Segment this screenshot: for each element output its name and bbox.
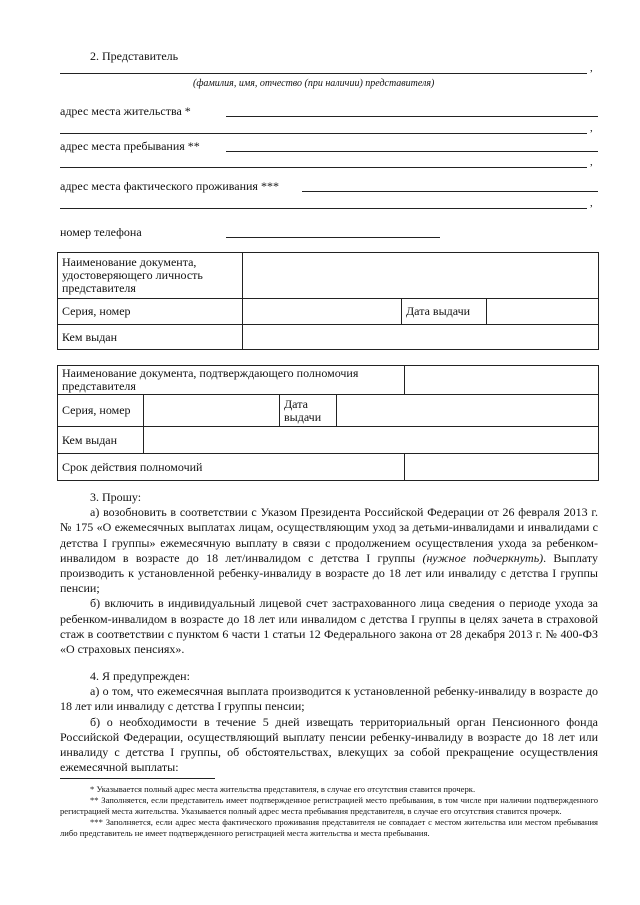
stay-field[interactable] — [226, 151, 598, 152]
authority-issued-by-label: Кем выдан — [58, 427, 144, 454]
authority-issue-date-field[interactable] — [337, 395, 599, 427]
authority-series-label: Серия, номер — [58, 395, 144, 427]
actual-address-field-2[interactable] — [60, 208, 587, 209]
authority-document-table — [57, 365, 599, 481]
identity-issued-by-field[interactable] — [243, 325, 599, 350]
actual-address-label: адрес места фактического проживания *** — [60, 179, 279, 193]
footnote-separator — [60, 778, 215, 779]
authority-doc-name-label: Наименование документа, подтверждающего полномочия представителя — [58, 366, 405, 395]
footnote-3: *** Заполняется, если адрес места фактического проживания представителя не совпадает с местом жительства или местом пребывания либо представитель не имеет подтвержденного регистрацией места жительства и места пребывания. — [60, 817, 598, 838]
identity-series-field[interactable] — [243, 299, 402, 325]
identity-doc-name-label: Наименование документа, удостоверяющего личность представителя — [58, 253, 243, 299]
comma: , — [590, 197, 593, 209]
identity-issue-date-label: Дата выдачи — [402, 299, 487, 325]
section-4-item-b: б) о необходимости в течение 5 дней извещать территориальный орган Пенсионного фонда Российской Федерации, осуществляющий выплату пенсии ребенку-инвалиду в возрасте до 18 лет или инвалиду с детства I группы, об обстоятельствах, влекущих за собой прекращение осуществления ежемесячной выплаты: — [60, 714, 598, 775]
authority-validity-field[interactable] — [405, 454, 599, 481]
comma: , — [590, 62, 593, 74]
identity-doc-name-field[interactable] — [243, 253, 599, 299]
authority-validity-label: Срок действия полномочий — [58, 454, 405, 481]
identity-issued-by-label: Кем выдан — [58, 325, 243, 350]
identity-issue-date-field[interactable] — [487, 299, 599, 325]
section-3-heading: 3. Прошу: — [90, 490, 142, 504]
residence-field[interactable] — [226, 116, 598, 117]
section-3 — [60, 490, 598, 657]
footnotes — [60, 784, 598, 839]
footnote-2: ** Заполняется, если представитель имеет подтвержденное регистрацией место пребывания, в том числе при наличии подтвержденного регистрацией места жительства. Указывается полный адрес места пребывания представителя, в случае его отсутствия ставится прочерк. — [60, 795, 598, 816]
phone-field[interactable] — [226, 237, 440, 238]
authority-series-field[interactable] — [144, 395, 280, 427]
stay-field-2[interactable] — [60, 167, 587, 168]
identity-document-table — [57, 252, 599, 350]
section-4 — [60, 669, 598, 775]
section-4-heading: 4. Я предупрежден: — [90, 669, 190, 683]
residence-label: адрес места жительства * — [60, 104, 191, 118]
section-3-item-b: б) включить в индивидуальный лицевой счет застрахованного лица сведения о периоде ухода за ребенком-инвалидом в возрасте до 18 лет или инвалидом с детства I группы в целях зачета в страховой стаж в соответствии с пунктом 6 части 1 статьи 12 Федерального закона от 28 декабря 2013 г. № 400-ФЗ «О страховых пенсиях». — [60, 596, 598, 657]
comma: , — [590, 156, 593, 168]
authority-issue-date-label: Дата выдачи — [280, 395, 337, 427]
identity-series-label: Серия, номер — [58, 299, 243, 325]
authority-issued-by-field[interactable] — [144, 427, 599, 454]
comma: , — [590, 122, 593, 134]
phone-label: номер телефона — [60, 225, 142, 239]
footnote-1: * Указывается полный адрес места жительства представителя, в случае его отсутствия ставится прочерк. — [90, 784, 476, 794]
fio-field[interactable] — [60, 73, 587, 74]
stay-label: адрес места пребывания ** — [60, 139, 200, 153]
section-3-item-a: а) возобновить в соответствии с Указом Президента Российской Федерации от 26 февраля 2013 г. № 175 «О ежемесячных выплатах лицам, осуществляющим уход за детьми-инвалидами и инвалидами с детства I группы» ежемесячную выплату в связи с продолжением осуществления ухода за ребенком-инвалидом в возрасте до 18 лет/инвалидом с детства I группы (нужное подчеркнуть). Выплату производить к установленной ребенку-инвалиду в возрасте до 18 лет или инвалиду с детства I группы пенсии; — [60, 505, 599, 596]
section-4-item-a: а) о том, что ежемесячная выплата производится к установленной ребенку-инвалиду в возрасте до 18 лет или инвалиду с детства I группы пенсии; — [60, 684, 598, 714]
authority-doc-name-field[interactable] — [405, 366, 599, 395]
fio-caption: (фамилия, имя, отчество (при наличии) представителя) — [193, 78, 435, 89]
residence-field-2[interactable] — [60, 133, 587, 134]
section-2-heading: 2. Представитель — [90, 49, 179, 63]
actual-address-field[interactable] — [302, 191, 598, 192]
